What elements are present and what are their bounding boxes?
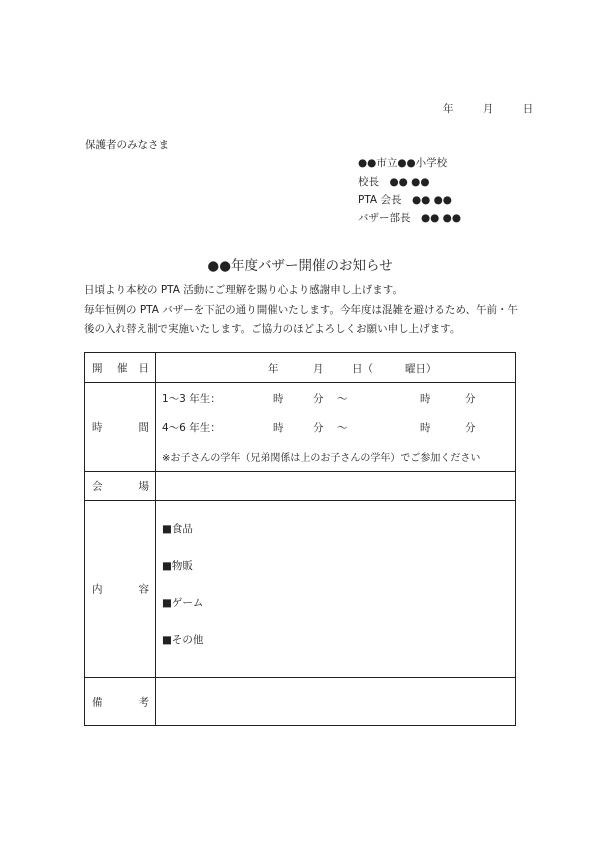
date-month: 月 (482, 103, 494, 115)
hour-label: 時 (420, 422, 431, 434)
date-row-value[interactable] (156, 353, 516, 383)
content-item-other: ■その他 (162, 634, 204, 646)
month-label: 月 (313, 363, 324, 375)
grade-1-3-label: 1～3 年生： (162, 393, 221, 405)
sender-school: ●●市立●●小学校 (358, 157, 448, 169)
content-row-value[interactable] (156, 501, 516, 678)
sender-pta-chair: PTA 会長 ●● ●● (358, 194, 452, 206)
time-row-value[interactable] (156, 383, 516, 472)
remarks-row-value[interactable] (156, 678, 516, 726)
tilde: ～ (337, 422, 348, 434)
venue-row (85, 472, 516, 501)
minute-label: 分 (465, 422, 476, 434)
content-row (85, 501, 516, 678)
content-item-goods: ■物販 (162, 560, 193, 572)
content-item-food: ■食品 (162, 523, 193, 535)
label-char: 間 (138, 421, 149, 434)
label-char: 場 (138, 480, 149, 493)
year-label: 年 (268, 363, 279, 375)
time-row-header (85, 383, 156, 472)
minute-label: 分 (313, 422, 324, 434)
body-line-3: 後の入れ替え制で実施いたします。ご協力のほどよろしくお願い申し上げます。 (84, 323, 461, 335)
day-label: 日（ (352, 363, 373, 375)
date-row-header (85, 353, 156, 383)
time-row (85, 383, 516, 472)
venue-row-header (85, 472, 156, 501)
label-char: 容 (138, 583, 149, 596)
page-title: ●●年度バザー開催のお知らせ (207, 258, 393, 274)
label-char: 日 (138, 362, 149, 374)
date-line (443, 101, 533, 116)
remarks-row (85, 678, 516, 726)
body-line-2: 毎年恒例の PTA バザーを下記の通り開催いたします。今年度は混雑を避けるため、午前・午 (84, 304, 519, 316)
label-char: 備 (92, 696, 103, 708)
label-char: 内 (92, 583, 103, 596)
label-char: 考 (138, 696, 149, 708)
label-char: 催 (117, 362, 128, 374)
grade-4-6-label: 4～6 年生： (162, 422, 221, 434)
label-char: 会 (92, 480, 103, 493)
body-line-1: 日頃より本校の PTA 活動にご理解を賜り心より感謝申し上げます。 (84, 284, 403, 296)
sender-bazaar-head: バザー部長 ●● ●● (358, 212, 461, 224)
minute-label: 分 (313, 393, 324, 405)
grade-note: ※お子さんの学年（兄弟関係は上のお子さんの学年）でご参加ください (162, 453, 481, 464)
tilde: ～ (337, 393, 348, 405)
content-item-game: ■ゲーム (162, 597, 204, 609)
remarks-row-header (85, 678, 156, 726)
minute-label: 分 (465, 393, 476, 405)
date-day: 日 (522, 103, 534, 115)
recipient: 保護者のみなさま (85, 139, 169, 151)
hour-label: 時 (273, 393, 284, 405)
label-char: 開 (92, 362, 103, 374)
date-year: 年 (443, 103, 454, 115)
hour-label: 時 (273, 422, 284, 434)
weekday-label: 曜日） (405, 363, 437, 375)
content-row-header (85, 501, 156, 678)
sender-principal: 校長 ●● ●● (358, 176, 430, 188)
venue-row-value[interactable] (156, 472, 516, 501)
label-char: 時 (92, 421, 103, 434)
hour-label: 時 (420, 393, 431, 405)
date-row (85, 353, 516, 383)
event-info-table (84, 352, 516, 726)
